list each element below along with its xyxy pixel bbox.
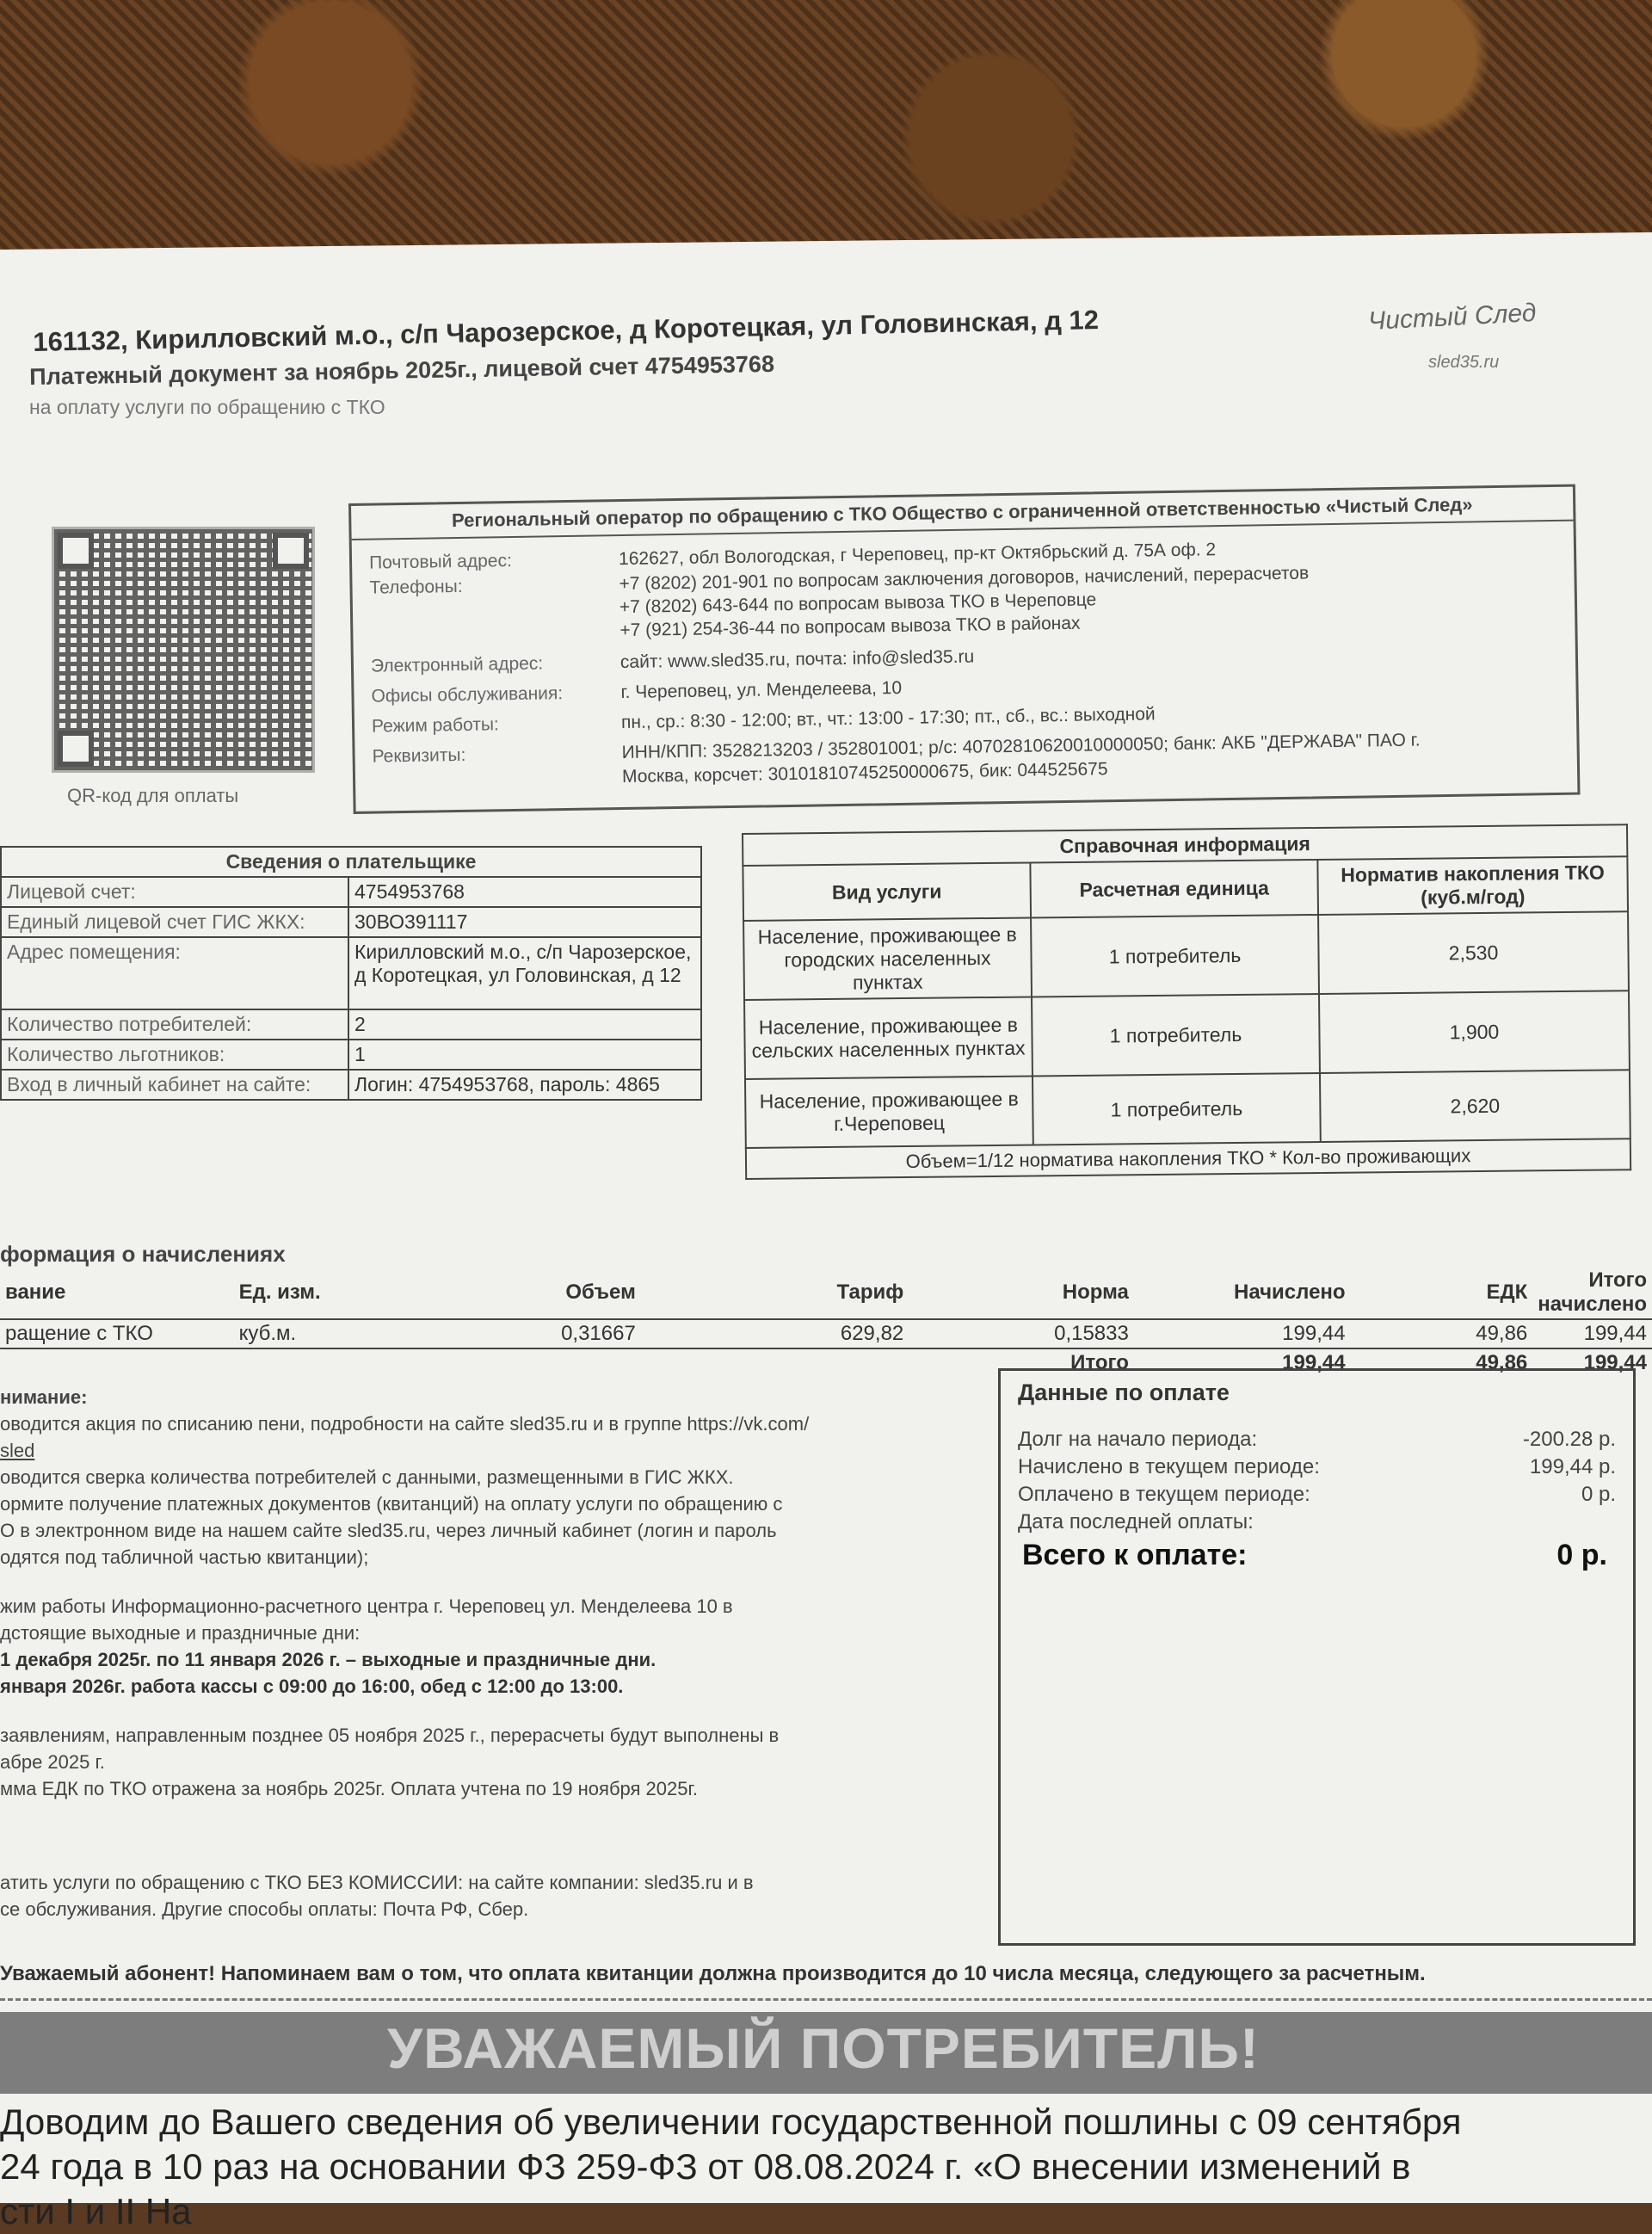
charges-title: формация о начислениях	[0, 1241, 286, 1267]
document-subtitle: на оплату услуги по обращению с ТКО	[29, 396, 385, 418]
charges-total-row: Итого 199,44 49,86 199,44	[1070, 1351, 1647, 1374]
payment-title: Данные по оплате	[1018, 1379, 1230, 1405]
carpet-background	[0, 0, 1652, 275]
company-logo: Чистый След	[1367, 298, 1538, 336]
table-row: Лицевой счет: 4754953768	[1, 877, 701, 907]
table-row: Количество льготников: 1	[1, 1040, 701, 1070]
reference-table-title: Справочная информация	[743, 824, 1627, 866]
table-row: ращение с ТКО куб.м. 0,31667 629,82 0,15833 199,44 49,86 199,44	[0, 1319, 1652, 1348]
operator-info-box: Региональный оператор по обращению с ТКО Общество с ограниченной ответственностью «Чистый След» Почтовый адрес: 162627, обл Вологодская, г Череповец, пр-кт Октябрьский д. 75А оф. 2 Телефоны: +7 (8202) 201-901 по вопросам заключения договоров, начислений, перерасчетов +7 (8202) 643-644 по вопросам вывоза ТКО в Череповце +7 (921) 254-36-44 по вопросам вывоза ТКО в районах Электронный адрес: сайт: www.sled35.ru, почта: info@sled35.ru Офисы обслуживания: г. Череповец, ул. Менделеева, 10 Режим работы: пн., ср.: 8:30 - 12:00; вт., чт.: 13:00 - 17:30; пт., сб., вс.: выходной Реквизиты: ИНН/КПП: 3528213203 / 352801001; р/с: 40702810620010000050; банк: АКБ "ДЕРЖАВА" ПАО г. Москва, корсчет: 30101810745250000675, бик: 044525675	[348, 484, 1580, 814]
notice-block: нимание: оводится акция по списанию пени, подробности на сайте sled35.ru и в группе https://vk.com/ sled оводится сверка количества потребителей с данными, размещенными в ГИС ЖКХ. ормите получение платежных документов (квитанций) на оплату услуги по обращению с О в электронном виде на нашем сайте sled35.ru, через личный кабинет (логин и пароль одятся под табличной частью квитанции); жим работы Информационно-расчетного центра г. Череповец ул. Менделеева 10 в дстоящие выходные и праздничные дни: 1 декабря 2025г. по 11 января 2026 г. – выходные и праздничные дни. января 2026г. работа кассы с 09:00 до 16:00, обед с 12:00 до 13:00. заявлениям, направленным позднее 05 ноября 2025 г., перерасчеты будут выполнены в абре 2025 г. мма ЕДК по ТКО отражена за ноябрь 2025г. Оплата учтена по 19 ноября 2025г. атить услуги по обращению с ТКО БЕЗ КОМИССИИ: на сайте компании: sled35.ru и в се обслуживания. Другие способы оплаты: Почта РФ, Сбер.	[0, 1386, 810, 1920]
cut-line	[0, 1998, 1652, 2001]
paid-row: Оплачено в текущем периоде: 0 р.	[1018, 1483, 1616, 1506]
table-row: Население, проживающее в сельских населенных пунктах 1 потребитель 1,900	[744, 990, 1630, 1079]
last-payment-row: Дата последней оплаты:	[1018, 1510, 1254, 1534]
total-due: Всего к оплате: 0 р.	[1022, 1539, 1607, 1571]
reference-info-table: Справочная информация Вид услуги Расчетная единица Норматив накопления ТКО (куб.м/год) Население, проживающее в городских населенных пунктах 1 потребитель 2,530 Население, проживающее в сельских населенных пунктах 1 потребитель 1,900 Население, проживающее в г.Череповец 1 потребитель 2,620 Объем=1/12 норматива накопления ТКО * Кол-во проживающих	[742, 824, 1631, 1180]
debt-row: Долг на начало периода: -200.28 р.	[1018, 1428, 1616, 1451]
document-title: Платежный документ за ноябрь 2025г., лицевой счет 4754953768	[29, 350, 775, 390]
bottom-notice: Доводим до Вашего сведения об увеличении государственной пошлины с 09 сентября 24 года в 10 раз на основании ФЗ 259-ФЗ от 08.08.2024 г. «О внесении изменений в сти I и II На	[0, 2101, 1462, 2231]
payer-table-title: Сведения о плательщике	[1, 847, 701, 877]
operator-title: Региональный оператор по обращению с ТКО Общество с ограниченной ответственностью «Чистый След»	[351, 487, 1573, 540]
qr-label: QR-код для оплаты	[67, 785, 239, 806]
table-row: Население, проживающее в г.Череповец 1 потребитель 2,620	[745, 1070, 1630, 1148]
table-row: Адрес помещения: Кирилловский м.о., с/п Чарозерское, д Коротецкая, ул Головинская, д 12	[1, 937, 701, 1009]
company-site: sled35.ru	[1428, 353, 1500, 372]
login-credentials: Логин: 4754953768, пароль: 4865	[348, 1070, 701, 1100]
payment-qr-code[interactable]	[52, 527, 315, 773]
charges-table: вание Ед. изм. Объем Тариф Норма Начислено ЕДК Итого начислено ращение с ТКО куб.м. 0,31667 629,82 0,15833 199,44 49,86 199,44 Итого 199,44 49,86 199,44	[0, 1267, 1652, 1377]
payment-data-box	[998, 1368, 1636, 1946]
banner-title: УВАЖАЕМЫЙ ПОТРЕБИТЕЛЬ!	[387, 2016, 1260, 2080]
reference-footnote: Объем=1/12 норматива накопления ТКО * Кол-во проживающих	[746, 1139, 1630, 1179]
payer-info-table	[0, 846, 702, 1101]
payment-reminder: Уважаемый абонент! Напоминаем вам о том, что оплата квитанции должна производится до 10 числа месяца, следующего за расчетным.	[0, 1962, 1426, 1985]
payer-address-heading: 161132, Кирилловский м.о., с/п Чарозерское, д Коротецкая, ул Головинская, д 12	[33, 305, 1100, 357]
table-row: Единый лицевой счет ГИС ЖКХ: 30ВО391117	[1, 907, 701, 937]
table-row: Вход в личный кабинет на сайте: Логин: 4754953768, пароль: 4865	[1, 1070, 701, 1100]
table-row: Население, проживающее в городских населенных пунктах 1 потребитель 2,530	[743, 911, 1629, 1000]
table-row: Количество потребителей: 2	[1, 1009, 701, 1040]
charged-row: Начислено в текущем периоде: 199,44 р.	[1018, 1455, 1616, 1478]
